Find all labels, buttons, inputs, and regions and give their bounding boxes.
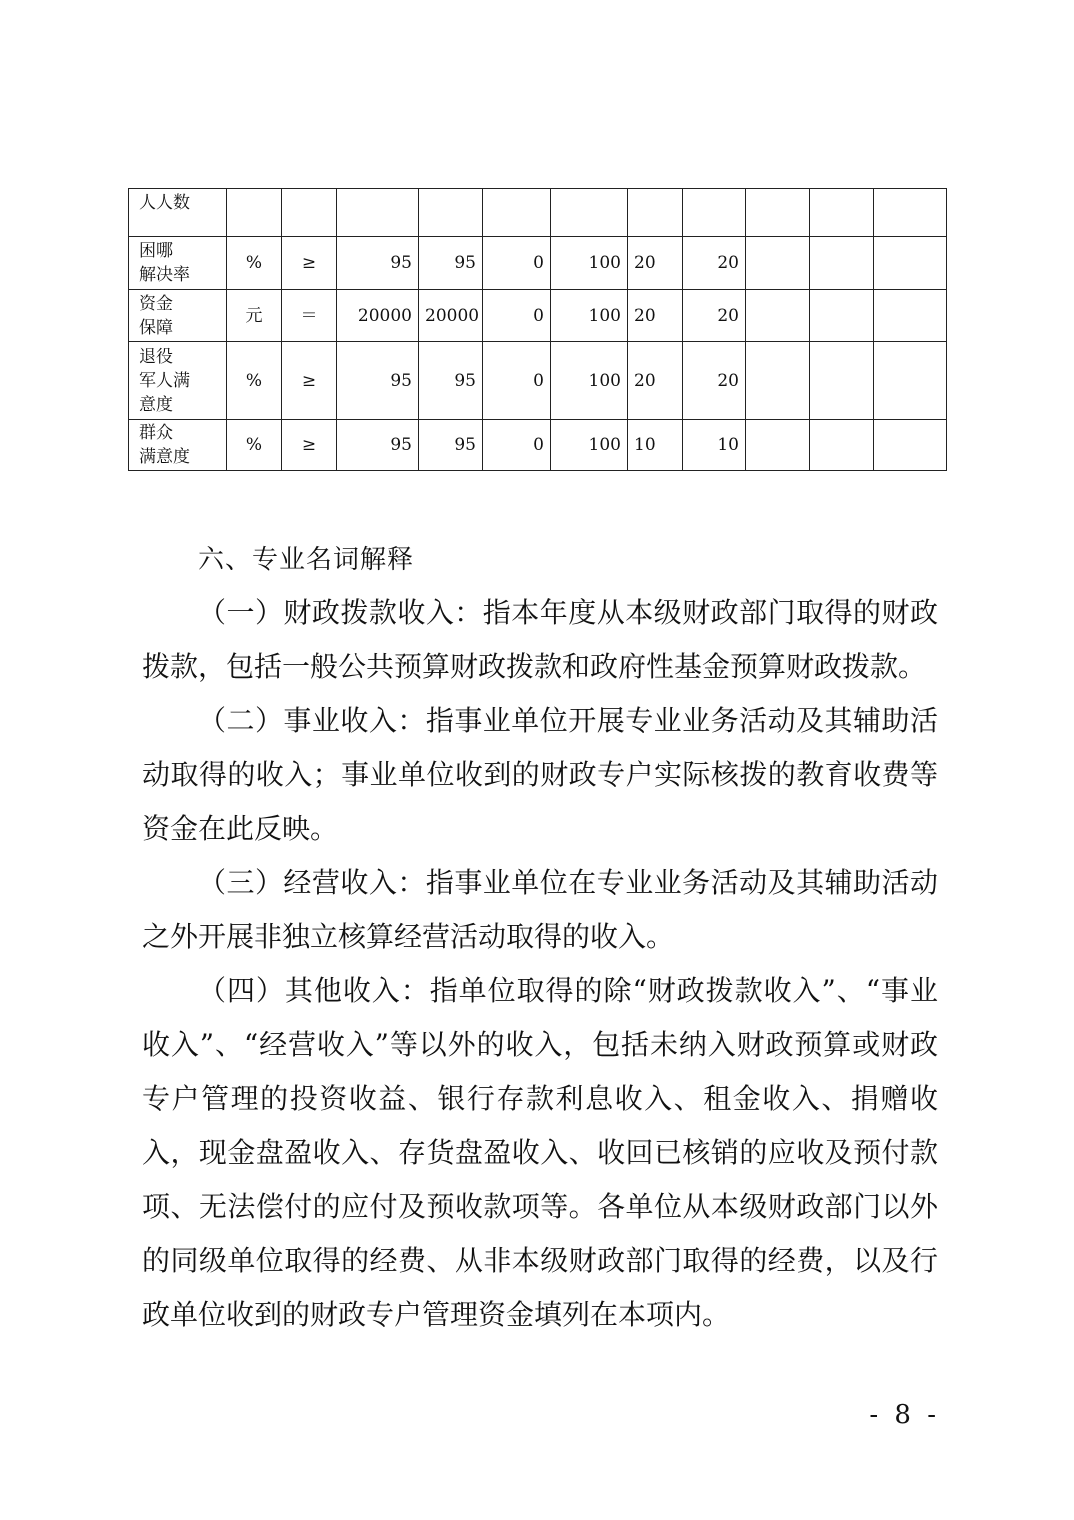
definition-paragraph [142, 856, 938, 964]
actual-value-cell [419, 290, 483, 342]
indicator-name-cell-line: 意度 [139, 394, 173, 415]
score-cell: 20 [683, 342, 746, 420]
unit-cell: % [227, 420, 282, 471]
completion-rate-cell: 100 [551, 290, 628, 342]
indicator-name-cell-line: 困哪 [139, 241, 173, 261]
actual-value-cell-line: 95 [454, 370, 476, 391]
indicator-name-cell [129, 237, 227, 290]
completion-rate-cell: 100 [551, 237, 628, 290]
definition-term: （三）经营收入： [198, 866, 426, 899]
indicator-name-cell [129, 342, 227, 420]
table-row [129, 420, 947, 471]
definition-paragraph [142, 586, 938, 694]
empty-cell [874, 290, 947, 342]
deviation-cell [483, 189, 551, 237]
operator-cell: ≥ [282, 420, 337, 471]
indicator-name-cell-line: 保障 [139, 317, 173, 338]
target-value-cell [337, 189, 419, 237]
completion-rate-cell: 100 [551, 342, 628, 420]
score-cell [683, 189, 746, 237]
indicator-name-cell [129, 290, 227, 342]
target-value-cell-line: 2000 [357, 305, 402, 326]
empty-cell [746, 290, 810, 342]
weight-cell: 10 [628, 420, 683, 471]
indicator-name-cell-line: 人人数 [139, 193, 190, 213]
operator-cell: ≥ [282, 342, 337, 420]
deviation-cell: 0 [483, 290, 551, 342]
weight-cell [628, 189, 683, 237]
weight-cell: 20 [628, 290, 683, 342]
empty-cell [874, 237, 947, 290]
actual-value-cell-line: 95 [454, 253, 476, 273]
indicator-name-cell-line: 满意度 [139, 447, 190, 467]
target-value-cell-line: 95 [390, 253, 412, 273]
indicator-name-cell-line: 群众 [139, 423, 173, 443]
deviation-cell: 0 [483, 420, 551, 471]
indicator-name-cell [129, 420, 227, 471]
empty-cell [746, 237, 810, 290]
deviation-cell: 0 [483, 237, 551, 290]
definition-paragraph [142, 964, 938, 1342]
target-value-cell [337, 342, 419, 420]
empty-cell [810, 290, 874, 342]
actual-value-cell-line: 95 [454, 435, 476, 455]
completion-rate-cell [551, 189, 628, 237]
definition-body: 指事业单位开展专业业务活动及其辅助活动取得的收入；事业单位收到的财政专户实际核拨的教育收费等资金在此反映。 [142, 704, 938, 845]
operator-cell [282, 189, 337, 237]
section-title: 六、专业名词解释 [198, 545, 415, 575]
weight-cell: 20 [628, 237, 683, 290]
definition-body: 指本年度从本级财政部门取得的财政拨款，包括一般公共预算财政拨款和政府性基金预算财政拨款。 [142, 596, 938, 683]
unit-cell [227, 189, 282, 237]
empty-cell [810, 420, 874, 471]
operator-cell: ≥ [282, 237, 337, 290]
definition-paragraph [142, 694, 938, 856]
empty-cell [874, 189, 947, 237]
target-value-cell-line: 95 [390, 370, 412, 391]
definition-term: （四）其他收入： [198, 974, 430, 1007]
empty-cell [746, 420, 810, 471]
definition-body: 指事业单位在专业业务活动及其辅助活动之外开展非独立核算经营活动取得的收入。 [142, 866, 938, 953]
score-cell: 20 [683, 237, 746, 290]
deviation-cell: 0 [483, 342, 551, 420]
score-cell: 10 [683, 420, 746, 471]
performance-indicator-table [128, 188, 947, 471]
score-cell: 20 [683, 290, 746, 342]
indicator-name-cell-line: 资金 [139, 293, 173, 314]
indicator-name-cell-line: 解决率 [139, 265, 190, 285]
actual-value-cell [419, 237, 483, 290]
completion-rate-cell: 100 [551, 420, 628, 471]
table-row [129, 237, 947, 290]
target-value-cell [337, 237, 419, 290]
actual-value-cell [419, 420, 483, 471]
definition-body: 指单位取得的除“财政拨款收入”、“事业收入”、“经营收入”等以外的收入，包括未纳入财政预算或财政专户管理的投资收益、银行存款利息收入、租金收入、捐赠收入，现金盘盈收入、存货盘盈收入、收回已核销的应收及预付款项、无法偿付的应付及预收款项等。各单位从本级财政部门以外的同级单位取得的经费、从非本级财政部门取得的经费，以及行政单位收到的财政专户管理资金填列在本项内。 [142, 974, 938, 1331]
definition-term: （一）财政拨款收入： [198, 596, 483, 629]
actual-value-cell [419, 342, 483, 420]
page-number: - 8 - [869, 1400, 940, 1430]
indicator-name-cell-line: 退役 [139, 346, 173, 367]
unit-cell: % [227, 237, 282, 290]
actual-value-cell [419, 189, 483, 237]
table-row [129, 189, 947, 237]
empty-cell [810, 342, 874, 420]
actual-value-cell-line: 000 [446, 305, 480, 326]
table-row [129, 342, 947, 420]
indicator-name-cell [129, 189, 227, 237]
definitions-content [142, 586, 938, 1342]
table-row [129, 290, 947, 342]
actual-value-cell-line: 20 [425, 305, 447, 326]
table-body [129, 189, 947, 471]
target-value-cell [337, 420, 419, 471]
empty-cell [874, 342, 947, 420]
empty-cell [810, 237, 874, 290]
unit-cell: 元 [227, 290, 282, 342]
empty-cell [874, 420, 947, 471]
target-value-cell-line: 95 [390, 435, 412, 455]
empty-cell [746, 189, 810, 237]
target-value-cell-line: 0 [401, 305, 412, 326]
weight-cell: 20 [628, 342, 683, 420]
definition-term: （二）事业收入： [198, 704, 426, 737]
empty-cell [746, 342, 810, 420]
unit-cell: % [227, 342, 282, 420]
operator-cell: ＝ [282, 290, 337, 342]
empty-cell [810, 189, 874, 237]
target-value-cell [337, 290, 419, 342]
indicator-name-cell-line: 军人满 [139, 370, 190, 391]
